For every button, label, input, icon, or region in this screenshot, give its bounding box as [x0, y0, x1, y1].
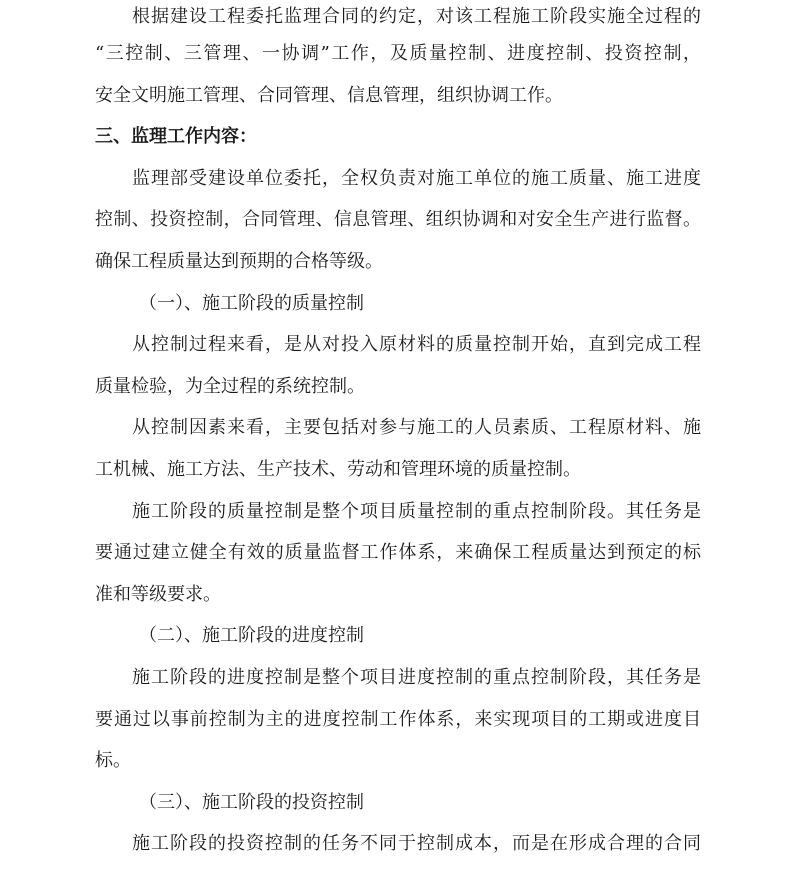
body-text-line: 标。: [95, 750, 131, 772]
subsection-heading: （二）、施工阶段的进度控制: [139, 625, 364, 647]
subsection-heading: （一）、施工阶段的质量控制: [139, 292, 364, 314]
body-text-line: 质量检验，为全过程的系统控制。: [95, 375, 365, 397]
body-text-line: 根据建设工程委托监理合同的约定，对该工程施工阶段实施全过程的: [132, 6, 701, 27]
document-page: [95, 0, 701, 865]
body-text-line: 监理部受建设单位委托，全权负责对施工单位的施工质量、施工进度: [132, 167, 701, 189]
body-text-line: 施工阶段的质量控制是整个项目质量控制的重点控制阶段。其任务是: [132, 500, 701, 522]
body-text-line: 要通过以事前控制为主的进度控制工作体系，来实现项目的工期或进度目: [95, 708, 701, 730]
body-text-line: 工机械、施工方法、生产技术、劳动和管理环境的质量控制。: [95, 458, 581, 480]
body-text-line: 安全文明施工管理、合同管理、信息管理，组织协调工作。: [95, 84, 563, 106]
body-text-line: 从控制因素来看，主要包括对参与施工的人员素质、工程原材料、施: [132, 417, 701, 439]
body-text-line: 控制、投资控制，合同管理、信息管理、组织协调和对安全生产进行监督。: [95, 209, 701, 231]
body-text-line: 施工阶段的投资控制的任务不同于控制成本，而是在形成合理的合同: [132, 833, 701, 855]
body-text-line: 准和等级要求。: [95, 583, 221, 605]
body-text-line: “三控制、三管理、一协调”工作，及质量控制、进度控制、投资控制，: [95, 43, 701, 64]
body-text-line: 从控制过程来看，是从对投入原材料的质量控制开始，直到完成工程: [132, 334, 701, 356]
subsection-heading: （三）、施工阶段的投资控制: [139, 791, 364, 813]
body-text-line: 确保工程质量达到预期的合格等级。: [95, 250, 383, 272]
section-heading: 三、监理工作内容：: [95, 126, 257, 148]
body-text-line: 施工阶段的进度控制是整个项目进度控制的重点控制阶段，其任务是: [132, 666, 701, 688]
body-text-line: 要通过建立健全有效的质量监督工作体系，来确保工程质量达到预定的标: [95, 542, 701, 564]
